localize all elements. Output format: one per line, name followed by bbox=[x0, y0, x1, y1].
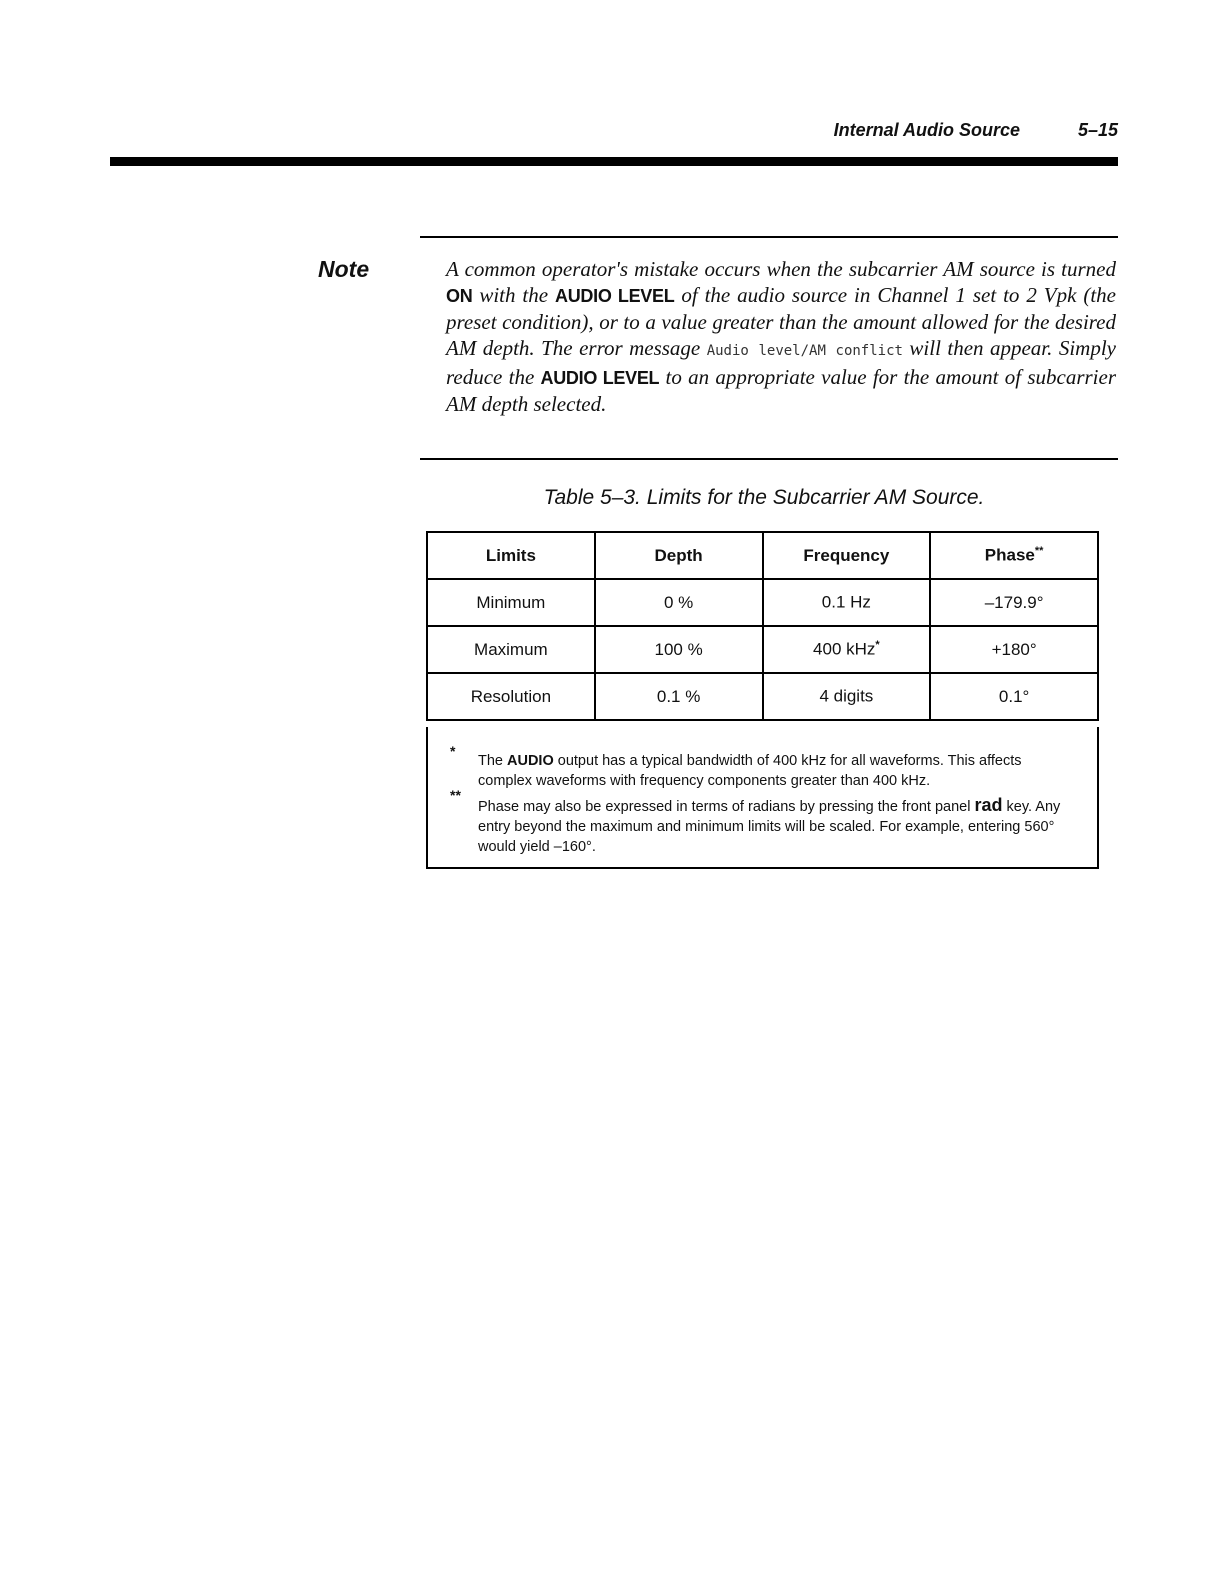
header-phase bbox=[930, 532, 1098, 579]
cell-frequency-footnote-mark: * bbox=[875, 639, 880, 652]
header-depth: Depth bbox=[595, 532, 763, 579]
cell-depth: 0.1 % bbox=[595, 673, 763, 720]
cell-phase: +180° bbox=[930, 626, 1098, 673]
note-text bbox=[446, 256, 1116, 417]
note-rule-bottom bbox=[420, 458, 1118, 460]
cell-limits: Minimum bbox=[427, 579, 595, 626]
header-frequency: Frequency bbox=[763, 532, 931, 579]
cell-limits: Maximum bbox=[427, 626, 595, 673]
note-text-part: of the audio source in Channel 1 set to 2 Vpk (the preset condition), or to a value greater than the amount allowed for the desired AM depth. The error message bbox=[446, 283, 1116, 360]
cell-frequency-value: 4 digits bbox=[819, 686, 874, 706]
header-page-number: 5–15 bbox=[1077, 120, 1118, 140]
footnote-1-bold: AUDIO bbox=[507, 753, 554, 769]
footnote-2-mark: ** bbox=[450, 787, 461, 803]
table-footnotes bbox=[426, 727, 1099, 869]
cell-frequency bbox=[763, 673, 931, 720]
note-text-part: with the bbox=[472, 283, 556, 307]
note-rule-top bbox=[420, 236, 1118, 238]
footnote-1-text: The bbox=[478, 753, 508, 769]
cell-frequency bbox=[763, 579, 931, 626]
table-caption: Table 5–3. Limits for the Subcarrier AM Source. bbox=[543, 486, 985, 509]
note-keyword-audio-level: AUDIO LEVEL bbox=[540, 368, 660, 388]
cell-frequency bbox=[763, 626, 931, 673]
cell-limits: Resolution bbox=[427, 673, 595, 720]
note-label: Note bbox=[318, 256, 370, 282]
note-text-part: will then appear. Simply reduce the bbox=[446, 336, 1116, 389]
header-limits: Limits bbox=[427, 532, 595, 579]
footnote-2-text: Phase may also be expressed in terms of radians by pressing the front panel bbox=[478, 799, 975, 815]
note-keyword-audio-level: AUDIO LEVEL bbox=[555, 286, 675, 306]
header-section-title: Internal Audio Source bbox=[833, 120, 1020, 140]
cell-frequency-value: 0.1 Hz bbox=[821, 592, 871, 612]
cell-depth: 0 % bbox=[595, 579, 763, 626]
footnote-2-rad-key: rad bbox=[974, 795, 1003, 815]
cell-phase: –179.9° bbox=[930, 579, 1098, 626]
table-row bbox=[427, 626, 1098, 673]
note-keyword-on: ON bbox=[446, 286, 473, 306]
table-row bbox=[427, 673, 1098, 720]
table-header-row bbox=[427, 532, 1098, 579]
cell-frequency-value: 400 kHz bbox=[813, 639, 876, 659]
footnote-1 bbox=[478, 751, 1063, 791]
header-rule bbox=[110, 157, 1118, 166]
footnote-1-mark: * bbox=[450, 743, 456, 759]
cell-phase: 0.1° bbox=[930, 673, 1098, 720]
footnote-2-text: key. Any entry beyond the maximum and minimum limits will be scaled. For example, entering 560° would yield –160°. bbox=[478, 799, 1061, 855]
note-text-part: to an appropriate value for the amount of subcarrier AM depth selected. bbox=[446, 365, 1117, 416]
header-phase-footnote-mark: ** bbox=[1034, 545, 1044, 558]
footnote-2 bbox=[478, 795, 1063, 857]
limits-table bbox=[426, 531, 1099, 721]
note-error-message: Audio level/AM conflict bbox=[706, 343, 903, 359]
header-phase-label: Phase bbox=[984, 545, 1035, 565]
table-row bbox=[427, 579, 1098, 626]
note-text-part: A common operator's mistake occurs when the subcarrier AM source is turned bbox=[446, 257, 1116, 281]
cell-depth: 100 % bbox=[595, 626, 763, 673]
footnote-1-text: output has a typical bandwidth of 400 kHz for all waveforms. This affects complex waveforms with frequency components greater than 400 kHz. bbox=[478, 753, 1022, 789]
